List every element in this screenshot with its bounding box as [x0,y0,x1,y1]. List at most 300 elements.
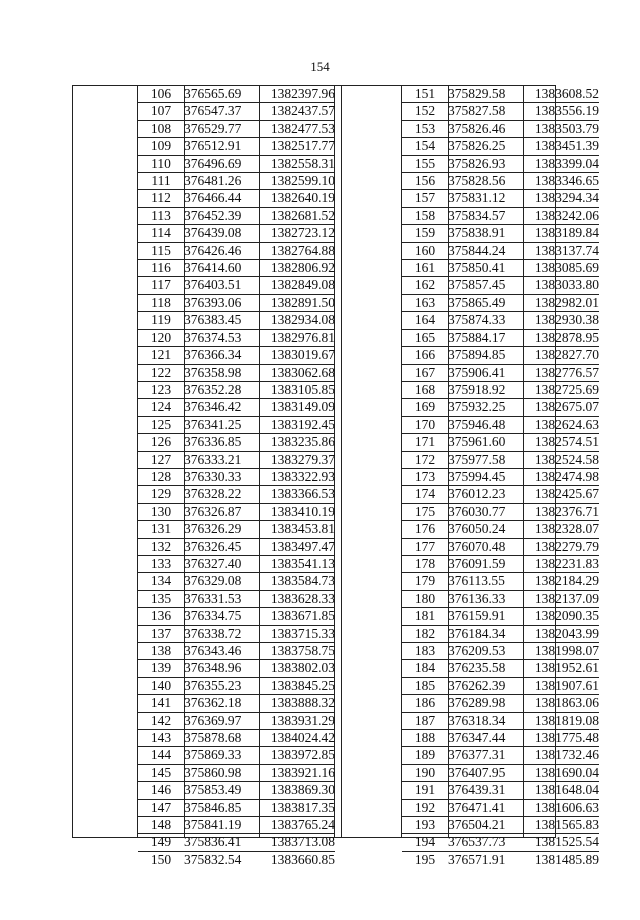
point-number: 119 [138,312,184,329]
x-coordinate: 375827.58 [448,103,523,120]
table-row [402,503,599,520]
x-coordinate: 376369.97 [184,712,259,729]
table-row [138,207,335,224]
table-row [402,486,599,503]
table-row [138,712,335,729]
point-number: 187 [402,712,448,729]
point-number: 114 [138,225,184,242]
table-row [402,608,599,625]
table-row [138,434,335,451]
point-number: 177 [402,538,448,555]
x-coordinate: 376012.23 [448,486,523,503]
table-row [402,294,599,311]
x-coordinate: 376426.46 [184,242,259,259]
x-coordinate: 376452.39 [184,207,259,224]
table-row [402,730,599,747]
table-row [402,277,599,294]
x-coordinate: 375884.17 [448,329,523,346]
point-number: 115 [138,242,184,259]
table-row [402,521,599,538]
y-coordinate: 1383660.85 [270,851,335,867]
point-number: 141 [138,695,184,712]
point-number: 151 [402,86,448,103]
y-coordinate: 1382982.01 [523,294,599,311]
y-coordinate: 1383242.06 [523,207,599,224]
y-coordinate: 1382640.19 [259,190,335,207]
x-coordinate: 376439.31 [448,782,523,799]
y-coordinate: 1383503.79 [523,120,599,137]
point-number: 192 [402,799,448,816]
y-coordinate: 1381485.89 [534,851,599,867]
y-coordinate: 1383765.24 [259,817,335,834]
y-coordinate: 1382558.31 [259,155,335,172]
point-number: 136 [138,608,184,625]
x-coordinate: 375932.25 [448,399,523,416]
x-coordinate: 375850.41 [448,260,523,277]
y-coordinate: 1383294.34 [523,190,599,207]
table-row [402,451,599,468]
y-coordinate: 1383817.35 [259,799,335,816]
point-number: 179 [402,573,448,590]
y-coordinate: 1381606.63 [523,799,599,816]
table-row [402,364,599,381]
table-row [402,260,599,277]
right-coordinate-table [402,86,599,868]
y-coordinate: 1383062.68 [259,364,335,381]
table-row [138,173,335,190]
point-number: 175 [402,503,448,520]
y-coordinate: 1382891.50 [259,294,335,311]
point-number: 123 [138,381,184,398]
y-coordinate: 1383279.37 [259,451,335,468]
x-coordinate: 376374.53 [184,329,259,346]
table-row [138,277,335,294]
y-coordinate: 1383869.30 [259,782,335,799]
table-row [138,86,335,103]
y-coordinate: 1382878.95 [523,329,599,346]
x-coordinate: 375961.60 [448,434,523,451]
y-coordinate: 1383845.25 [259,677,335,694]
point-number: 170 [402,416,448,433]
x-coordinate: 376209.53 [448,643,523,660]
y-coordinate: 1383713.08 [259,834,335,851]
point-number: 180 [402,590,448,607]
point-number: 112 [138,190,184,207]
y-coordinate: 1383671.85 [259,608,335,625]
y-coordinate: 1382043.99 [523,625,599,642]
x-coordinate: 376439.08 [184,225,259,242]
x-coordinate: 376326.87 [184,503,259,520]
x-coordinate: 376341.25 [184,416,259,433]
point-number: 142 [138,712,184,729]
point-number: 145 [138,764,184,781]
point-number: 111 [138,173,184,190]
table-row [138,747,335,764]
y-coordinate: 1383346.65 [523,173,599,190]
y-coordinate: 1383235.86 [259,434,335,451]
x-coordinate: 375836.41 [184,834,259,851]
point-number: 137 [138,625,184,642]
x-coordinate: 376336.85 [184,434,259,451]
y-coordinate: 1383149.09 [259,399,335,416]
x-coordinate: 376407.95 [448,764,523,781]
table-row [402,242,599,259]
point-number: 152 [402,103,448,120]
point-number: 188 [402,730,448,747]
table-row [402,86,599,103]
table-row [138,399,335,416]
table-row [138,677,335,694]
x-coordinate: 376159.91 [448,608,523,625]
x-coordinate: 376329.08 [184,573,259,590]
point-number: 124 [138,399,184,416]
point-number: 140 [138,677,184,694]
table-row [402,173,599,190]
x-coordinate: 375828.56 [448,173,523,190]
y-coordinate: 1383758.75 [259,643,335,660]
x-coordinate: 376184.34 [448,625,523,642]
point-number: 164 [402,312,448,329]
point-number: 185 [402,677,448,694]
x-coordinate: 376338.72 [184,625,259,642]
x-coordinate: 375878.68 [184,730,259,747]
x-coordinate: 376565.69 [184,86,259,103]
y-coordinate: 1381775.48 [523,730,599,747]
y-coordinate: 1382675.07 [523,399,599,416]
y-coordinate: 1382764.88 [259,242,335,259]
x-coordinate: 376347.44 [448,730,523,747]
table-row [138,503,335,520]
point-number: 189 [402,747,448,764]
x-coordinate: 376091.59 [448,555,523,572]
table-row [138,730,335,747]
x-coordinate: 376330.33 [184,468,259,485]
y-coordinate: 1383033.80 [523,277,599,294]
table-row [138,416,335,433]
x-coordinate: 376070.48 [448,538,523,555]
y-coordinate: 1383410.19 [259,503,335,520]
point-number: 122 [138,364,184,381]
point-number: 110 [138,155,184,172]
point-number: 153 [402,120,448,137]
point-number: 191 [402,782,448,799]
point-number: 126 [138,434,184,451]
y-coordinate: 1382231.83 [523,555,599,572]
y-coordinate: 1383802.03 [259,660,335,677]
y-coordinate: 1383105.85 [259,381,335,398]
y-coordinate: 1383366.53 [259,486,335,503]
x-coordinate: 376318.34 [448,712,523,729]
table-row [138,120,335,137]
point-number: 118 [138,294,184,311]
table-row [138,381,335,398]
y-coordinate: 1382090.35 [523,608,599,625]
y-coordinate: 1381525.54 [523,834,599,851]
y-coordinate: 1383556.19 [523,103,599,120]
y-coordinate: 1381648.04 [523,782,599,799]
x-coordinate: 376030.77 [448,503,523,520]
table-row [138,660,335,677]
x-coordinate: 376481.26 [184,173,259,190]
table-row [138,851,335,868]
x-coordinate: 375906.41 [448,364,523,381]
point-number: 139 [138,660,184,677]
table-row [402,643,599,660]
y-coordinate: 1382976.81 [259,329,335,346]
y-coordinate: 1383584.73 [259,573,335,590]
point-number: 171 [402,434,448,451]
y-coordinate: 1383921.16 [259,764,335,781]
y-coordinate: 1382930.38 [523,312,599,329]
table-row [138,486,335,503]
x-coordinate: 375874.33 [448,312,523,329]
y-coordinate: 1382827.70 [523,347,599,364]
x-coordinate: 376547.37 [184,103,259,120]
y-coordinate: 1382574.51 [523,434,599,451]
x-coordinate: 376136.33 [448,590,523,607]
point-number: 184 [402,660,448,677]
y-coordinate: 1382477.53 [259,120,335,137]
y-coordinate: 1383137.74 [523,242,599,259]
point-number: 147 [138,799,184,816]
point-number: 117 [138,277,184,294]
y-coordinate: 1382137.09 [523,590,599,607]
table-row [138,138,335,155]
x-coordinate: 375841.19 [184,817,259,834]
x-coordinate: 376393.06 [184,294,259,311]
y-coordinate: 1382517.77 [259,138,335,155]
y-coordinate: 1383192.45 [259,416,335,433]
point-number: 195 [414,851,436,867]
x-coordinate: 375844.24 [448,242,523,259]
point-number: 178 [402,555,448,572]
point-number: 173 [402,468,448,485]
x-coordinate: 376355.23 [184,677,259,694]
table-row [138,468,335,485]
y-coordinate: 1384024.42 [259,730,335,747]
left-coordinate-table [138,86,335,868]
table-row [138,260,335,277]
point-number: 172 [402,451,448,468]
table-row [138,329,335,346]
point-number: 109 [138,138,184,155]
y-coordinate: 1383972.85 [259,747,335,764]
table-row [402,851,599,868]
x-coordinate: 376537.73 [448,834,523,851]
table-row [138,782,335,799]
point-number: 156 [402,173,448,190]
point-number: 108 [138,120,184,137]
y-coordinate: 1382723.12 [259,225,335,242]
x-coordinate: 376334.75 [184,608,259,625]
x-coordinate: 376529.77 [184,120,259,137]
point-number: 186 [402,695,448,712]
table-row [138,225,335,242]
x-coordinate: 375832.54 [184,851,242,867]
point-number: 129 [138,486,184,503]
y-coordinate: 1382849.08 [259,277,335,294]
table-row [138,538,335,555]
point-number: 162 [402,277,448,294]
y-coordinate: 1383085.69 [523,260,599,277]
x-coordinate: 376235.58 [448,660,523,677]
table-row [138,103,335,120]
table-row [402,329,599,346]
x-coordinate: 376050.24 [448,521,523,538]
table-row [138,608,335,625]
y-coordinate: 1382681.52 [259,207,335,224]
y-coordinate: 1383608.52 [523,86,599,103]
y-coordinate: 1383019.67 [259,347,335,364]
y-coordinate: 1381952.61 [523,660,599,677]
y-coordinate: 1381732.46 [523,747,599,764]
table-row [138,573,335,590]
point-number: 169 [402,399,448,416]
table-row [402,207,599,224]
x-coordinate: 376346.42 [184,399,259,416]
x-coordinate: 375826.93 [448,155,523,172]
y-coordinate: 1383322.93 [259,468,335,485]
x-coordinate: 375977.58 [448,451,523,468]
y-coordinate: 1382474.98 [523,468,599,485]
x-coordinate: 376383.45 [184,312,259,329]
table-row [402,817,599,834]
x-coordinate: 375838.91 [448,225,523,242]
table-row [402,555,599,572]
point-number: 176 [402,521,448,538]
x-coordinate: 375918.92 [448,381,523,398]
y-coordinate: 1382437.57 [259,103,335,120]
x-coordinate: 376362.18 [184,695,259,712]
table-row [402,312,599,329]
y-coordinate: 1383453.81 [259,521,335,538]
table-row [402,712,599,729]
table-row [402,225,599,242]
table-row [402,747,599,764]
x-coordinate: 375829.58 [448,86,523,103]
y-coordinate: 1383541.13 [259,555,335,572]
y-coordinate: 1382524.58 [523,451,599,468]
y-coordinate: 1382376.71 [523,503,599,520]
y-coordinate: 1383189.84 [523,225,599,242]
point-number: 163 [402,294,448,311]
point-number: 160 [402,242,448,259]
table-row [138,294,335,311]
x-coordinate: 376377.31 [448,747,523,764]
x-coordinate: 376414.60 [184,260,259,277]
table-row [402,468,599,485]
table-row [138,590,335,607]
x-coordinate: 376496.69 [184,155,259,172]
table-row [138,347,335,364]
point-number: 113 [138,207,184,224]
table-row [138,625,335,642]
x-coordinate: 376471.41 [448,799,523,816]
x-coordinate: 376343.46 [184,643,259,660]
point-number: 166 [402,347,448,364]
y-coordinate: 1381690.04 [523,764,599,781]
x-coordinate: 376352.28 [184,381,259,398]
point-number: 183 [402,643,448,660]
point-number: 174 [402,486,448,503]
table-row [402,677,599,694]
point-number: 116 [138,260,184,277]
y-coordinate: 1383931.29 [259,712,335,729]
y-coordinate: 1382279.79 [523,538,599,555]
table-row [402,155,599,172]
point-number: 193 [402,817,448,834]
table-row [402,625,599,642]
table-row [402,764,599,781]
point-number: 132 [138,538,184,555]
x-coordinate: 376328.22 [184,486,259,503]
y-coordinate: 1381565.83 [523,817,599,834]
x-coordinate: 376403.51 [184,277,259,294]
point-number: 149 [138,834,184,851]
point-number: 107 [138,103,184,120]
x-coordinate: 376366.34 [184,347,259,364]
table-row [138,190,335,207]
x-coordinate: 375865.49 [448,294,523,311]
table-row [138,817,335,834]
table-row [138,764,335,781]
y-coordinate: 1382776.57 [523,364,599,381]
x-coordinate: 376289.98 [448,695,523,712]
y-coordinate: 1382328.07 [523,521,599,538]
point-number: 130 [138,503,184,520]
table-row [402,695,599,712]
x-coordinate: 376466.44 [184,190,259,207]
table-row [402,590,599,607]
point-number: 125 [138,416,184,433]
point-number: 168 [402,381,448,398]
point-number: 159 [402,225,448,242]
x-coordinate: 375894.85 [448,347,523,364]
center-divider-b [341,85,342,838]
x-coordinate: 375946.48 [448,416,523,433]
y-coordinate: 1383451.39 [523,138,599,155]
x-coordinate: 375826.46 [448,120,523,137]
point-number: 121 [138,347,184,364]
y-coordinate: 1381819.08 [523,712,599,729]
point-number: 134 [138,573,184,590]
y-coordinate: 1382599.10 [259,173,335,190]
table-row [402,190,599,207]
point-number: 181 [402,608,448,625]
table-row [402,434,599,451]
page-number: 154 [310,59,330,74]
x-coordinate: 376326.45 [184,538,259,555]
table-row [402,103,599,120]
y-coordinate: 1382934.08 [259,312,335,329]
x-coordinate: 375857.45 [448,277,523,294]
x-coordinate: 376512.91 [184,138,259,155]
y-coordinate: 1383715.33 [259,625,335,642]
x-coordinate: 376327.40 [184,555,259,572]
x-coordinate: 376326.29 [184,521,259,538]
point-number: 106 [138,86,184,103]
table-row [402,138,599,155]
x-coordinate: 376358.98 [184,364,259,381]
point-number: 167 [402,364,448,381]
table-row [402,782,599,799]
point-number: 157 [402,190,448,207]
x-coordinate: 376504.21 [448,817,523,834]
y-coordinate: 1383628.33 [259,590,335,607]
x-coordinate: 375853.49 [184,782,259,799]
x-coordinate: 376262.39 [448,677,523,694]
point-number: 120 [138,329,184,346]
